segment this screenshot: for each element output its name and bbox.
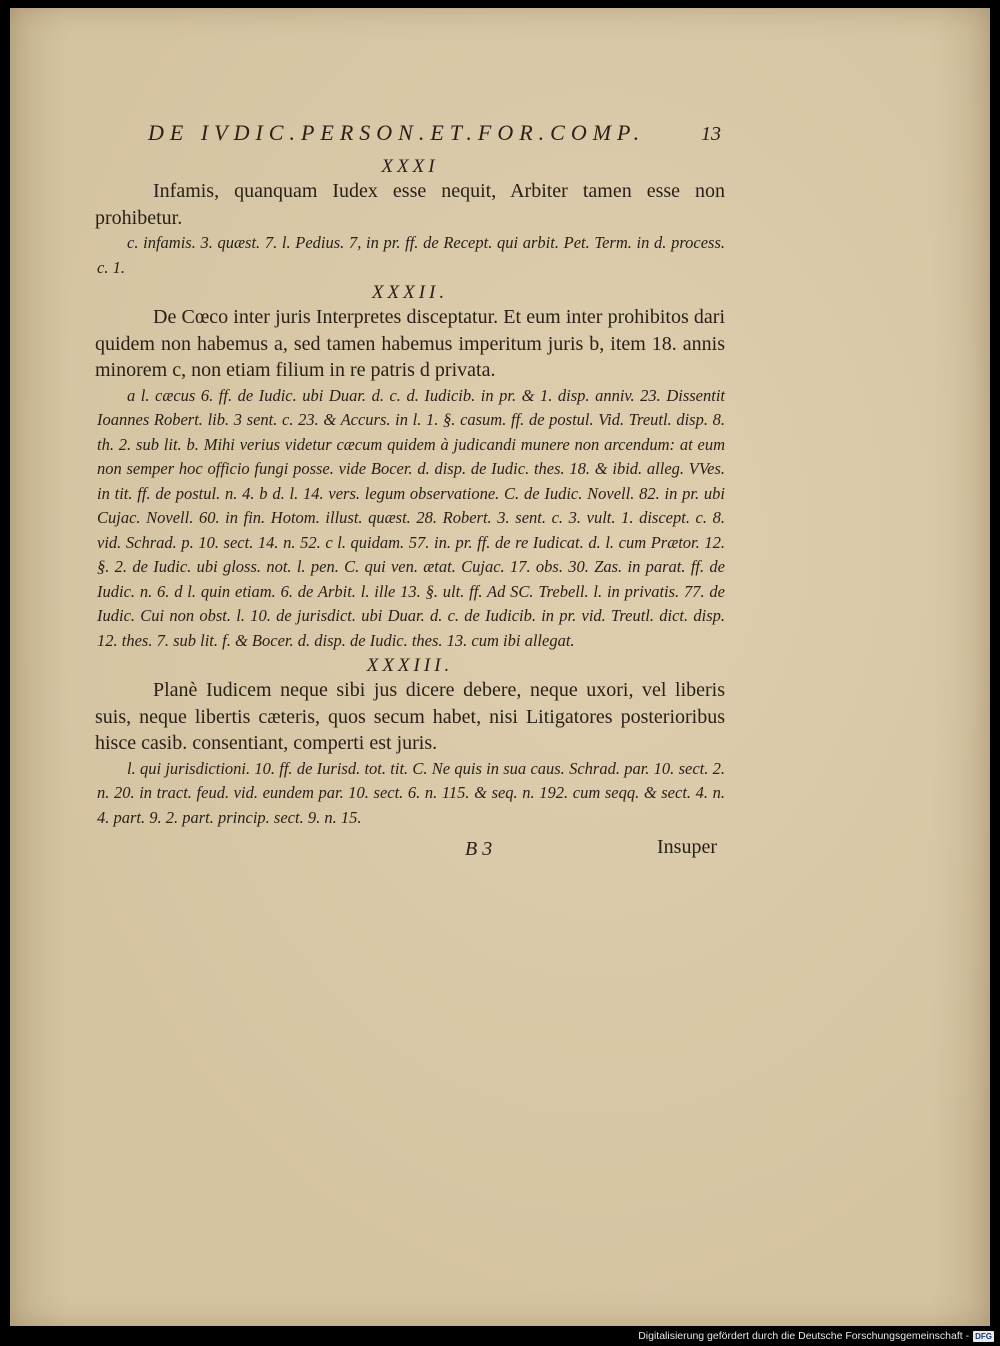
section-xxxi: [95, 156, 725, 280]
section-note: c. infamis. 3. quæst. 7. l. Pedius. 7, in pr. ff. de Recept. qui arbit. Pet. Term. in d. process. c. 1.: [97, 233, 725, 277]
section-text: De Cœco inter juris Interpretes disceptatur. Et eum inter prohibitos dari quidem non habemus a, sed tamen habemus imperitum juris b, item 18. annis minorem c, non etiam filium in re patris d privata.: [95, 306, 725, 381]
section-note: a l. cæcus 6. ff. de Iudic. ubi Duar. d. c. d. Iudicib. in pr. & 1. disp. anniv. 23. Dissentit Ioannes Robert. lib. 3 sent. c. 23. & Accurs. in l. 1. §. casum. ff. de postul. Vid. Treutl. disp. 8. th. 2. sub lit. b. Mihi verius videtur cæcum quidem à judicandi munere non arcendum: at eum non semper hoc officio fungi posse. vide Bocer. d. disp. de Iudic. thes. 18. & ibid. alleg. VVes. in tit. ff. de postul. n. 4. b d. l. 14. vers. legum observatione. C. de Iudic. Novell. 82. in pr. ubi Cujac. Novell. 60. in fin. Hotom. illust. quæst. 28. Robert. 3. sent. c. 3. vult. 1. discept. c. 8. vid. Schrad. p. 10. sect. 14. n. 52. c l. quidam. 57. in. pr. ff. de re Iudicat. d. l. cum Prætor. 12. §. 2. de Iudic. ubi gloss. not. l. pen. C. qui ven. ætat. Cujac. 17. obs. 30. Zas. in parat. ff. de Iudic. n. 6. d l. quin etiam. 6. de Arbit. l. ille 13. §. ult. ff. Ad SC. Trebell. l. in privatis. 77. de Iudic. Cui non obst. l. 10. de jurisdict. ubi Duar. d. c. de Iudicib. in pr. vid. Treutl. dict. disp. 12. thes. 7. sub lit. f. & Bocer. d. disp. de Iudic. thes. 13. cum ibi allegat.: [97, 385, 725, 650]
catchword: Insuper: [657, 836, 717, 858]
section-text: Infamis, quanquam Iudex esse nequit, Arbiter tamen esse non prohibetur.: [95, 180, 725, 229]
section-text: Planè Iudicem neque sibi jus dicere debere, neque uxori, vel liberis suis, neque libertis cæteris, quos secum habet, nisi Litigatores posterioribus hisce casib. consentiant, comperti est juris.: [95, 679, 725, 754]
digitization-credit-bar: [0, 1326, 1000, 1346]
section-heading: XXXIII.: [366, 655, 454, 676]
page-footer: [95, 834, 725, 866]
section-xxxiii: [95, 655, 725, 830]
section-heading: XXXI: [381, 156, 439, 177]
dfg-logo-icon: DFG: [975, 1331, 992, 1341]
page-number: 13: [701, 123, 721, 145]
section-heading: XXXII.: [371, 282, 449, 303]
signature-mark: B 3: [465, 838, 493, 860]
text-block: [95, 120, 725, 866]
book-page: [10, 8, 990, 1326]
running-title: DE IVDIC.PERSON.ET.FOR.COMP.: [148, 120, 646, 145]
credit-text: Digitalisierung gefördert durch die Deutsche Forschungsgemeinschaft -: [638, 1330, 970, 1342]
running-header: [148, 120, 725, 154]
section-note: l. qui jurisdictioni. 10. ff. de Iurisd. tot. tit. C. Ne quis in sua caus. Schrad. par. 10. sect. 2. n. 20. in tract. feud. vid. eundem par. 10. sect. 6. n. 115. & seq. n. 192. cum seqq. & sect. 4. n. 4. part. 9. 2. part. princip. sect. 9. n. 15.: [97, 758, 725, 827]
section-xxxii: [95, 282, 725, 653]
